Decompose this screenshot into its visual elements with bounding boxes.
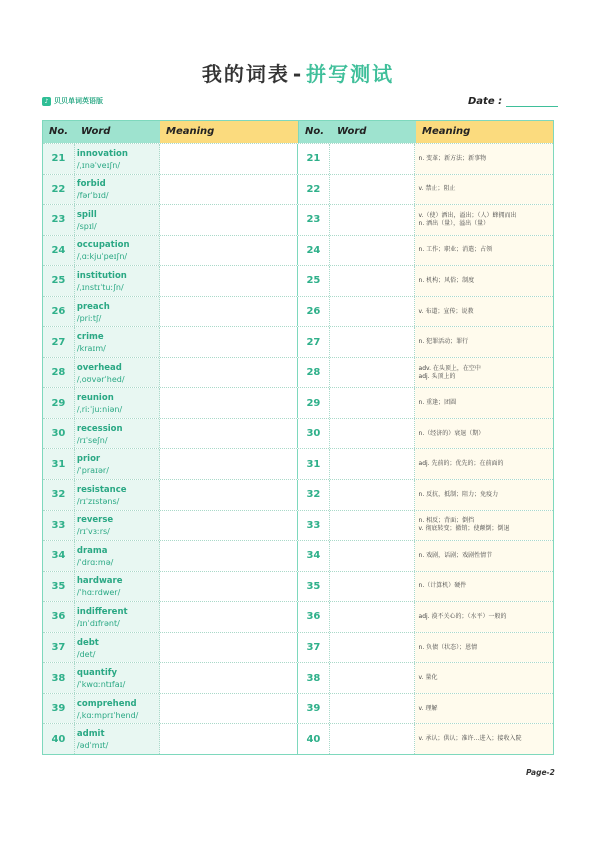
brand-name: 贝贝单词英语版 bbox=[54, 97, 103, 105]
row-number-left: 26 bbox=[43, 297, 75, 327]
table-row bbox=[43, 235, 553, 266]
word-cell bbox=[75, 297, 160, 327]
word-text: resistance bbox=[76, 484, 127, 495]
meaning-line: n. 戏剧，话剧；戏剧性情节 bbox=[418, 551, 493, 559]
meaning-line: n. 变革；新方法；新事物 bbox=[418, 154, 487, 162]
meaning-cell bbox=[415, 175, 553, 205]
meaning-answer-cell[interactable] bbox=[160, 266, 298, 296]
word-text: quantify bbox=[76, 668, 118, 679]
word-cell bbox=[75, 266, 160, 296]
date-field bbox=[468, 96, 558, 107]
header-meaning-right: Meaning bbox=[416, 121, 553, 143]
meaning-answer-cell[interactable] bbox=[160, 541, 298, 571]
word-cell bbox=[75, 724, 160, 754]
meaning-line: n. 重逢；团圆 bbox=[418, 399, 457, 407]
word-answer-cell[interactable] bbox=[330, 633, 415, 663]
brand bbox=[42, 96, 103, 106]
word-text: crime bbox=[76, 332, 104, 343]
header-meaning-left: Meaning bbox=[160, 121, 299, 143]
table-row bbox=[43, 296, 553, 327]
row-number-right: 24 bbox=[298, 236, 330, 266]
row-number-right: 35 bbox=[298, 572, 330, 602]
word-text: indifferent bbox=[76, 606, 128, 617]
table-row bbox=[43, 448, 553, 479]
meaning-cell bbox=[415, 144, 553, 174]
row-number-left: 22 bbox=[43, 175, 75, 205]
word-answer-cell[interactable] bbox=[330, 419, 415, 449]
meaning-cell bbox=[415, 694, 553, 724]
row-number-left: 31 bbox=[43, 449, 75, 479]
row-number-left: 34 bbox=[43, 541, 75, 571]
row-number-right: 33 bbox=[298, 511, 330, 541]
word-text: forbid bbox=[76, 179, 106, 190]
phonetic-text: /ˌkɑːmprɪˈhend/ bbox=[76, 710, 139, 720]
meaning-cell bbox=[415, 663, 553, 693]
meaning-answer-cell[interactable] bbox=[160, 694, 298, 724]
row-number-left: 30 bbox=[43, 419, 75, 449]
meaning-cell bbox=[415, 358, 553, 388]
word-cell bbox=[75, 419, 160, 449]
meaning-line: n. 相反；背面；倒挡 bbox=[418, 517, 475, 525]
word-text: debt bbox=[76, 637, 99, 648]
word-answer-cell[interactable] bbox=[330, 175, 415, 205]
meaning-cell bbox=[415, 449, 553, 479]
row-number-right: 39 bbox=[298, 694, 330, 724]
word-answer-cell[interactable] bbox=[330, 144, 415, 174]
meaning-line: v. 禁止；阻止 bbox=[418, 185, 456, 193]
row-number-right: 21 bbox=[298, 144, 330, 174]
meaning-answer-cell[interactable] bbox=[160, 663, 298, 693]
meaning-cell bbox=[415, 633, 553, 663]
word-text: drama bbox=[76, 545, 108, 556]
meaning-answer-cell[interactable] bbox=[160, 236, 298, 266]
phonetic-text: /ɪnˈdɪfrənt/ bbox=[76, 618, 120, 628]
word-text: innovation bbox=[76, 148, 128, 159]
word-answer-cell[interactable] bbox=[330, 297, 415, 327]
meaning-cell bbox=[415, 602, 553, 632]
row-number-right: 37 bbox=[298, 633, 330, 663]
row-number-left: 38 bbox=[43, 663, 75, 693]
table-row bbox=[43, 632, 553, 663]
phonetic-text: /ˌɑːkjuˈpeɪʃn/ bbox=[76, 252, 128, 262]
phonetic-text: /rɪˈvɜːrs/ bbox=[76, 527, 110, 537]
phonetic-text: /ˈpraɪər/ bbox=[76, 466, 109, 476]
table-row bbox=[43, 662, 553, 693]
header-no-right: No. bbox=[299, 121, 331, 143]
header-word-right: Word bbox=[331, 121, 416, 143]
meaning-cell bbox=[415, 724, 553, 754]
word-text: preach bbox=[76, 301, 110, 312]
meaning-line: v.（使）洒出，溢出；（人）蜂拥而出 bbox=[418, 211, 517, 219]
row-number-left: 29 bbox=[43, 388, 75, 418]
table-row bbox=[43, 418, 553, 449]
row-number-right: 38 bbox=[298, 663, 330, 693]
word-cell bbox=[75, 694, 160, 724]
row-number-left: 32 bbox=[43, 480, 75, 510]
phonetic-text: /ˌɪnəˈveɪʃn/ bbox=[76, 160, 121, 170]
row-number-left: 33 bbox=[43, 511, 75, 541]
meaning-cell bbox=[415, 205, 553, 235]
word-cell bbox=[75, 144, 160, 174]
word-text: prior bbox=[76, 454, 101, 465]
title-accent: 拼写测试 bbox=[306, 62, 395, 86]
row-number-right: 40 bbox=[298, 724, 330, 754]
row-number-right: 22 bbox=[298, 175, 330, 205]
row-number-left: 37 bbox=[43, 633, 75, 663]
meaning-line: n. 负债（状态）；恩情 bbox=[418, 643, 478, 651]
page-title bbox=[0, 58, 596, 87]
meaning-line: n.（计算机）硬件 bbox=[418, 582, 467, 590]
table-row bbox=[43, 479, 553, 510]
table-row bbox=[43, 387, 553, 418]
word-text: hardware bbox=[76, 576, 123, 587]
meaning-answer-cell[interactable] bbox=[160, 419, 298, 449]
word-text: comprehend bbox=[76, 698, 137, 709]
word-cell bbox=[75, 663, 160, 693]
word-text: institution bbox=[76, 270, 127, 281]
meaning-line: n. 工作；职业；消遣；占领 bbox=[418, 246, 493, 254]
table-row bbox=[43, 571, 553, 602]
meaning-cell bbox=[415, 511, 553, 541]
row-number-right: 25 bbox=[298, 266, 330, 296]
meaning-cell bbox=[415, 419, 553, 449]
meaning-answer-cell[interactable] bbox=[160, 205, 298, 235]
meaning-answer-cell[interactable] bbox=[160, 388, 298, 418]
meaning-answer-cell[interactable] bbox=[160, 144, 298, 174]
word-text: occupation bbox=[76, 240, 130, 251]
table-row bbox=[43, 204, 553, 235]
word-cell bbox=[75, 327, 160, 357]
phonetic-text: /ˈhɑːrdwer/ bbox=[76, 588, 121, 598]
phonetic-text: /ədˈmɪt/ bbox=[76, 741, 109, 751]
meaning-line: n. 反抗，抵制；阻力；免疫力 bbox=[418, 490, 499, 498]
row-number-left: 27 bbox=[43, 327, 75, 357]
word-answer-cell[interactable] bbox=[330, 541, 415, 571]
word-answer-cell[interactable] bbox=[330, 602, 415, 632]
word-cell bbox=[75, 175, 160, 205]
meaning-line: n. 洒出（量），溢出（量） bbox=[418, 219, 490, 227]
row-number-left: 40 bbox=[43, 724, 75, 754]
meaning-line: adj. 头顶上的 bbox=[418, 372, 456, 380]
date-label: Date : bbox=[468, 96, 503, 107]
header-no-left: No. bbox=[43, 121, 75, 143]
word-cell bbox=[75, 388, 160, 418]
meaning-answer-cell[interactable] bbox=[160, 175, 298, 205]
header-word-left: Word bbox=[75, 121, 160, 143]
meaning-answer-cell[interactable] bbox=[160, 480, 298, 510]
meaning-answer-cell[interactable] bbox=[160, 358, 298, 388]
word-table bbox=[42, 120, 554, 755]
meaning-cell bbox=[415, 480, 553, 510]
phonetic-text: /fərˈbɪd/ bbox=[76, 191, 109, 201]
table-body bbox=[43, 143, 553, 754]
word-answer-cell[interactable] bbox=[330, 388, 415, 418]
title-dash: - bbox=[292, 62, 304, 86]
row-number-right: 34 bbox=[298, 541, 330, 571]
word-text: overhead bbox=[76, 362, 122, 373]
date-input-line[interactable] bbox=[506, 96, 558, 107]
meaning-answer-cell[interactable] bbox=[160, 327, 298, 357]
meaning-answer-cell[interactable] bbox=[160, 297, 298, 327]
meaning-answer-cell[interactable] bbox=[160, 572, 298, 602]
meaning-line: v. 彻底转变；撤销；使颠倒；倒退 bbox=[418, 525, 510, 533]
meaning-line: n. 犯罪活动；罪行 bbox=[418, 338, 469, 346]
meaning-line: n. 机构；风俗；制度 bbox=[418, 276, 475, 284]
meaning-line: v. 布道；宣传；说教 bbox=[418, 307, 474, 315]
meaning-answer-cell[interactable] bbox=[160, 724, 298, 754]
meaning-line: n.（经济的）衰退（期） bbox=[418, 429, 485, 437]
row-number-left: 25 bbox=[43, 266, 75, 296]
meaning-answer-cell[interactable] bbox=[160, 449, 298, 479]
word-cell bbox=[75, 602, 160, 632]
phonetic-text: /ˌɪnstɪˈtuːʃn/ bbox=[76, 282, 124, 292]
word-cell bbox=[75, 572, 160, 602]
phonetic-text: /ˌoʊvərˈhed/ bbox=[76, 374, 125, 384]
phonetic-text: /ˈkwɑːntɪfaɪ/ bbox=[76, 680, 126, 690]
row-number-left: 21 bbox=[43, 144, 75, 174]
phonetic-text: /ˈdrɑːmə/ bbox=[76, 557, 114, 567]
meaning-answer-cell[interactable] bbox=[160, 633, 298, 663]
meaning-line: adj. 先前的；优先的；在前面的 bbox=[418, 460, 504, 468]
word-text: recession bbox=[76, 423, 123, 434]
meaning-line: adv. 在头顶上，在空中 bbox=[418, 364, 481, 372]
word-cell bbox=[75, 541, 160, 571]
phonetic-text: /kraɪm/ bbox=[76, 344, 106, 354]
table-row bbox=[43, 540, 553, 571]
word-cell bbox=[75, 633, 160, 663]
word-answer-cell[interactable] bbox=[330, 724, 415, 754]
table-row bbox=[43, 357, 553, 388]
word-cell bbox=[75, 205, 160, 235]
page-number: Page-2 bbox=[526, 768, 555, 777]
meaning-cell bbox=[415, 236, 553, 266]
meaning-cell bbox=[415, 266, 553, 296]
word-cell bbox=[75, 358, 160, 388]
table-row bbox=[43, 601, 553, 632]
row-number-right: 27 bbox=[298, 327, 330, 357]
word-answer-cell[interactable] bbox=[330, 449, 415, 479]
row-number-left: 23 bbox=[43, 205, 75, 235]
table-row bbox=[43, 693, 553, 724]
brand-logo-icon: ♪ bbox=[42, 97, 51, 106]
row-number-left: 35 bbox=[43, 572, 75, 602]
title-main: 我的词表 bbox=[201, 62, 290, 86]
table-row bbox=[43, 723, 553, 754]
phonetic-text: /priːtʃ/ bbox=[76, 313, 102, 323]
phonetic-text: /rɪˈzɪstəns/ bbox=[76, 496, 120, 506]
word-answer-cell[interactable] bbox=[330, 572, 415, 602]
row-number-right: 23 bbox=[298, 205, 330, 235]
word-answer-cell[interactable] bbox=[330, 236, 415, 266]
word-text: spill bbox=[76, 209, 97, 220]
table-row bbox=[43, 326, 553, 357]
table-row bbox=[43, 265, 553, 296]
meaning-cell bbox=[415, 541, 553, 571]
row-number-left: 24 bbox=[43, 236, 75, 266]
word-answer-cell[interactable] bbox=[330, 663, 415, 693]
row-number-left: 28 bbox=[43, 358, 75, 388]
meaning-cell bbox=[415, 327, 553, 357]
word-answer-cell[interactable] bbox=[330, 694, 415, 724]
phonetic-text: /spɪl/ bbox=[76, 221, 97, 231]
row-number-right: 28 bbox=[298, 358, 330, 388]
word-cell bbox=[75, 480, 160, 510]
word-text: reverse bbox=[76, 515, 114, 526]
word-answer-cell[interactable] bbox=[330, 327, 415, 357]
row-number-right: 31 bbox=[298, 449, 330, 479]
word-answer-cell[interactable] bbox=[330, 511, 415, 541]
row-number-right: 29 bbox=[298, 388, 330, 418]
word-answer-cell[interactable] bbox=[330, 205, 415, 235]
word-cell bbox=[75, 511, 160, 541]
row-number-right: 26 bbox=[298, 297, 330, 327]
word-cell bbox=[75, 236, 160, 266]
word-text: reunion bbox=[76, 393, 114, 404]
table-header bbox=[43, 121, 553, 143]
row-number-left: 36 bbox=[43, 602, 75, 632]
word-answer-cell[interactable] bbox=[330, 358, 415, 388]
row-number-right: 36 bbox=[298, 602, 330, 632]
word-text: admit bbox=[76, 729, 105, 740]
meaning-cell bbox=[415, 388, 553, 418]
table-row bbox=[43, 143, 553, 174]
word-answer-cell[interactable] bbox=[330, 266, 415, 296]
phonetic-text: /ˌriːˈjuːniən/ bbox=[76, 405, 123, 415]
meaning-cell bbox=[415, 297, 553, 327]
row-number-right: 32 bbox=[298, 480, 330, 510]
phonetic-text: /rɪˈseʃn/ bbox=[76, 435, 108, 445]
word-cell bbox=[75, 449, 160, 479]
meaning-answer-cell[interactable] bbox=[160, 602, 298, 632]
meaning-answer-cell[interactable] bbox=[160, 511, 298, 541]
word-answer-cell[interactable] bbox=[330, 480, 415, 510]
meaning-line: v. 量化 bbox=[418, 674, 438, 682]
table-row bbox=[43, 510, 553, 541]
meaning-cell bbox=[415, 572, 553, 602]
meaning-line: v. 理解 bbox=[418, 704, 438, 712]
table-row bbox=[43, 174, 553, 205]
phonetic-text: /det/ bbox=[76, 649, 96, 659]
meaning-line: v. 承认；供认；准许…进入；接收入院 bbox=[418, 735, 522, 743]
meaning-line: adj. 漠不关心的；（水平）一般的 bbox=[418, 612, 507, 620]
row-number-right: 30 bbox=[298, 419, 330, 449]
row-number-left: 39 bbox=[43, 694, 75, 724]
